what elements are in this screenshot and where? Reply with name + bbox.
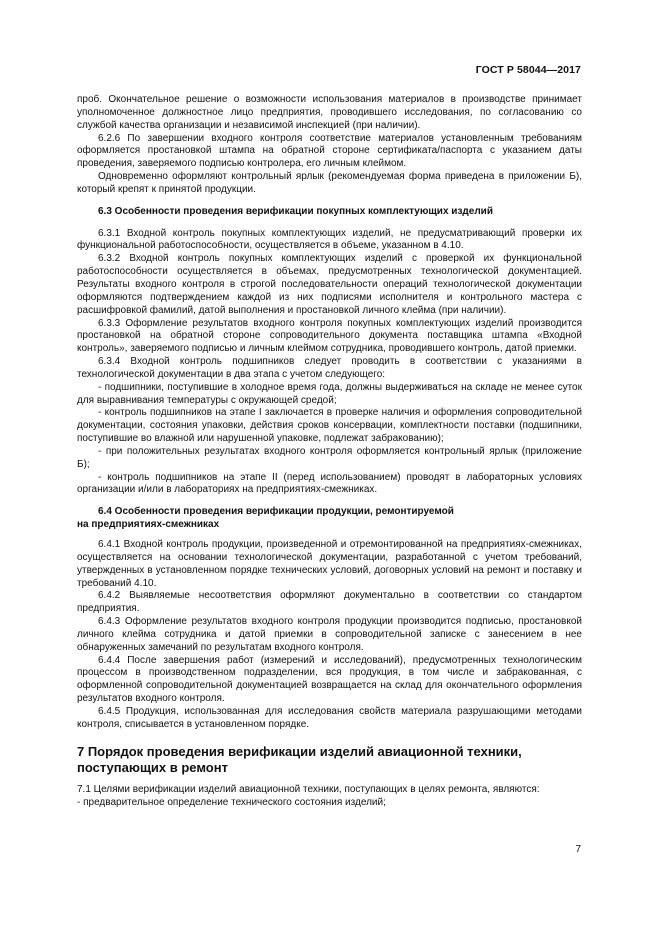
section-6-3-title: 6.3 Особенности проведения верификации покупных комплектующих изделий bbox=[98, 205, 493, 217]
paragraph-6-3-1: 6.3.1 Входной контроль покупных комплектующих изделий, не предусматривающий проверки их функциональной работоспособности, осуществляется в объеме, указанном в 4.10. bbox=[77, 227, 582, 252]
section-7-title-line-2: поступающих в ремонт bbox=[77, 760, 228, 776]
paragraph-6-4-4: 6.4.4 После завершения работ (измерений и исследований), предусмотренных технологическим процессом в производственном подразделении, вся продукция, в том числе и забракованная, с оформленной сопроводительной документацией возвращается на склад для окончательного оформления результатов входного контроля. bbox=[77, 654, 582, 705]
section-7-title-line-1: 7 Порядок проведения верификации изделий авиационной техники, bbox=[77, 743, 522, 759]
paragraph-6-4-2: 6.4.2 Выявляемые несоответствия оформляют документально в соответствии со стандартом предприятия. bbox=[77, 590, 582, 615]
intro-paragraph-1: проб. Окончательное решение о возможности использования материалов в производстве принимает уполномоченное должностное лицо предприятия, проводившего исследования, по согласованию со службой качества организации и независимой инспекцией (при наличии). bbox=[77, 94, 582, 131]
page-number: 7 bbox=[575, 844, 581, 855]
paragraph-6-3-2: 6.3.2 Входной контроль покупных комплектующих изделий с проверкой их функциональной работоспособности осуществляется в объемах, предусмотренных технологической документацией. Результаты входного контроля в строгой последовательности операций технологической документации оформляются подтверждением каждой из них подписями исполнителя и контрольного мастера с расшифровкой фамилий, датой выполнения и простановкой личного клейма (при наличии). bbox=[77, 253, 582, 316]
standard-header: ГОСТ Р 58044—2017 bbox=[475, 64, 581, 76]
paragraph-7-1: 7.1 Целями верификации изделий авиационной техники, поступающих в целях ремонта, являются: bbox=[77, 783, 540, 795]
section-6-4 bbox=[77, 506, 582, 731]
paragraph-6-3-3: 6.3.3 Оформление результатов входного контроля покупных комплектующих изделий производится простановкой на обратной стороне сопроводительного документа поставщика штампа «Входной контроль», заверяемого подписью и личным клеймом сотрудника, проводившего контроль, датой приемки. bbox=[77, 317, 582, 355]
paragraph-6-3-4: 6.3.4 Входной контроль подшипников следует проводить в соответствии с указаниями в технологической документации в два этапа с учетом следующего: bbox=[77, 356, 582, 380]
paragraph-6-4-5: 6.4.5 Продукция, использованная для исследования свойств материала разрушающими методами контроля, списывается в установленном порядке. bbox=[77, 705, 582, 730]
paragraph-6-4-3: 6.4.3 Оформление результатов входного контроля продукции производится подписью, простановкой личного клейма сотрудника и датой приемки в сопроводительной записке с занесением в нее обнаруженных замечаний по результатам входного контроля. bbox=[77, 616, 582, 653]
bearing-bullet-2: - контроль подшипников на этапе I заключается в проверке наличия и оформления сопроводительной документации, состояния упаковки, действия сроков консервации, комплектности поставки (подшипники, поступившие во влажной или нарушенной упаковке, подлежат забракованию); bbox=[77, 407, 582, 445]
section-6-4-title-line-2: на предприятиях-смежниках bbox=[77, 519, 220, 531]
bearing-bullet-3: - при положительных результатах входного контроля оформляется контрольный ярлык (приложение Б); bbox=[77, 445, 582, 470]
paragraph-label-info: Одновременно оформляют контрольный ярлык (рекомендуемая форма приведена в приложении Б), который крепят к принятой продукции. bbox=[77, 171, 582, 195]
section-6-3 bbox=[77, 206, 582, 498]
section-7-bullet-1: - предварительное определение технического состояния изделий; bbox=[77, 796, 386, 808]
paragraph-6-4-1: 6.4.1 Входной контроль продукции, произведенной и отремонтированной на предприятиях-смежниках, осуществляется на основании технологической документации, разработанной с учетом требований, утвержденных в установленном порядке технических условий, договорных условий на ремонт и поставку и требований 4.10. bbox=[77, 539, 582, 589]
section-6-4-title-line-1: 6.4 Особенности проведения верификации продукции, ремонтируемой bbox=[98, 506, 454, 518]
bearing-bullet-4: - контроль подшипников на этапе II (перед использованием) проводят в лабораторных условиях организации и/или в лабораториях на предприятиях-смежниках. bbox=[77, 471, 582, 496]
paragraph-6-2-6: 6.2.6 По завершении входного контроля соответствие материалов установленным требованиям оформляется простановкой штампа на обратной стороне сертификата/паспорта с указанием даты проведения, заверяемого подписью контролера, его личным клеймом. bbox=[77, 132, 582, 170]
section-7-title bbox=[77, 744, 582, 777]
section-6-4-title bbox=[77, 506, 582, 532]
page-content bbox=[77, 94, 582, 809]
section-7 bbox=[77, 744, 582, 810]
bearing-bullet-1: - подшипники, поступившие в холодное время года, должны выдерживаться на складе не менее суток для выравнивания температуры с окружающей средой; bbox=[77, 381, 582, 406]
